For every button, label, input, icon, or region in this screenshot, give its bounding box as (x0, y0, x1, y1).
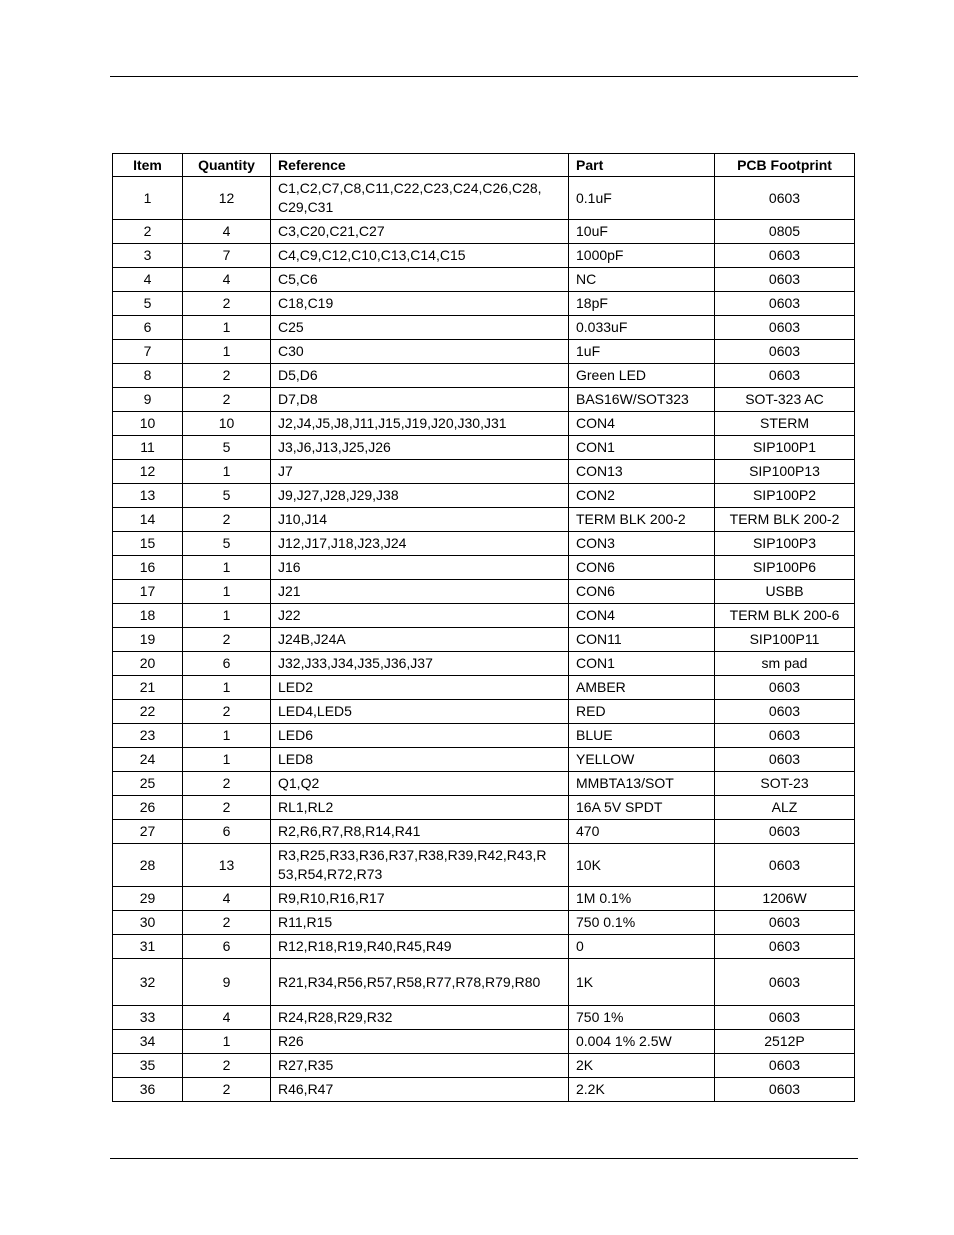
cell-quantity: 5 (183, 484, 271, 508)
cell-part: 750 0.1% (569, 911, 715, 935)
cell-part: CON1 (569, 652, 715, 676)
cell-pcb-footprint: USBB (715, 580, 855, 604)
cell-pcb-footprint: 0603 (715, 935, 855, 959)
cell-quantity: 5 (183, 436, 271, 460)
table-row (113, 820, 855, 844)
cell-quantity: 1 (183, 724, 271, 748)
table-row (113, 316, 855, 340)
cell-part: 18pF (569, 292, 715, 316)
cell-part: BLUE (569, 724, 715, 748)
cell-quantity: 12 (183, 177, 271, 220)
cell-item: 15 (113, 532, 183, 556)
cell-part: CON3 (569, 532, 715, 556)
cell-part: CON2 (569, 484, 715, 508)
cell-item: 27 (113, 820, 183, 844)
cell-part: MMBTA13/SOT (569, 772, 715, 796)
table-row (113, 796, 855, 820)
cell-item: 12 (113, 460, 183, 484)
cell-quantity: 2 (183, 292, 271, 316)
cell-item: 35 (113, 1054, 183, 1078)
cell-part: Green LED (569, 364, 715, 388)
cell-part: NC (569, 268, 715, 292)
cell-item: 10 (113, 412, 183, 436)
cell-part: BAS16W/SOT323 (569, 388, 715, 412)
cell-item: 26 (113, 796, 183, 820)
cell-item: 21 (113, 676, 183, 700)
cell-quantity: 1 (183, 676, 271, 700)
cell-pcb-footprint: SOT-323 AC (715, 388, 855, 412)
cell-pcb-footprint: 0603 (715, 340, 855, 364)
cell-part: TERM BLK 200-2 (569, 508, 715, 532)
table-row (113, 508, 855, 532)
table-row (113, 652, 855, 676)
table-row (113, 1030, 855, 1054)
cell-item: 14 (113, 508, 183, 532)
cell-pcb-footprint: 0603 (715, 268, 855, 292)
cell-item: 18 (113, 604, 183, 628)
cell-reference: R2,R6,R7,R8,R14,R41 (271, 820, 569, 844)
cell-quantity: 1 (183, 556, 271, 580)
cell-reference: R46,R47 (271, 1078, 569, 1102)
cell-quantity: 1 (183, 604, 271, 628)
cell-pcb-footprint: 1206W (715, 887, 855, 911)
cell-reference: J2,J4,J5,J8,J11,J15,J19,J20,J30,J31 (271, 412, 569, 436)
cell-part: YELLOW (569, 748, 715, 772)
cell-item: 34 (113, 1030, 183, 1054)
cell-part: 10uF (569, 220, 715, 244)
cell-reference: LED6 (271, 724, 569, 748)
cell-pcb-footprint: 0603 (715, 820, 855, 844)
cell-reference: J7 (271, 460, 569, 484)
cell-reference: D5,D6 (271, 364, 569, 388)
cell-pcb-footprint: ALZ (715, 796, 855, 820)
cell-part: 0.004 1% 2.5W (569, 1030, 715, 1054)
cell-part: RED (569, 700, 715, 724)
cell-part: 0.033uF (569, 316, 715, 340)
cell-part: CON6 (569, 556, 715, 580)
cell-pcb-footprint: SIP100P2 (715, 484, 855, 508)
table-row (113, 772, 855, 796)
cell-item: 19 (113, 628, 183, 652)
table-row (113, 935, 855, 959)
table-row (113, 364, 855, 388)
cell-item: 28 (113, 844, 183, 887)
cell-reference: C3,C20,C21,C27 (271, 220, 569, 244)
cell-part: AMBER (569, 676, 715, 700)
cell-item: 22 (113, 700, 183, 724)
cell-pcb-footprint: 0603 (715, 244, 855, 268)
cell-reference: C30 (271, 340, 569, 364)
cell-reference: LED8 (271, 748, 569, 772)
footer-rule (110, 1158, 858, 1159)
cell-item: 6 (113, 316, 183, 340)
cell-pcb-footprint: TERM BLK 200-6 (715, 604, 855, 628)
table-row (113, 532, 855, 556)
table-row (113, 388, 855, 412)
cell-item: 17 (113, 580, 183, 604)
cell-quantity: 2 (183, 1078, 271, 1102)
cell-quantity: 10 (183, 412, 271, 436)
table-row (113, 436, 855, 460)
cell-reference: R12,R18,R19,R40,R45,R49 (271, 935, 569, 959)
cell-part: 750 1% (569, 1006, 715, 1030)
cell-quantity: 4 (183, 268, 271, 292)
cell-quantity: 5 (183, 532, 271, 556)
cell-item: 13 (113, 484, 183, 508)
cell-reference: J12,J17,J18,J23,J24 (271, 532, 569, 556)
cell-reference: R3,R25,R33,R36,R37,R38,R39,R42,R43,R 53,R54,R72,R73 (271, 844, 569, 887)
cell-pcb-footprint: SIP100P3 (715, 532, 855, 556)
cell-reference: J24B,J24A (271, 628, 569, 652)
cell-part: CON4 (569, 604, 715, 628)
cell-item: 30 (113, 911, 183, 935)
cell-item: 36 (113, 1078, 183, 1102)
cell-reference: R11,R15 (271, 911, 569, 935)
cell-pcb-footprint: SIP100P6 (715, 556, 855, 580)
cell-part: CON1 (569, 436, 715, 460)
cell-quantity: 1 (183, 580, 271, 604)
cell-reference: C1,C2,C7,C8,C11,C22,C23,C24,C26,C28, C29,C31 (271, 177, 569, 220)
table-row (113, 1054, 855, 1078)
cell-pcb-footprint: 0603 (715, 959, 855, 1006)
cell-pcb-footprint: 0603 (715, 911, 855, 935)
cell-item: 2 (113, 220, 183, 244)
table-row (113, 604, 855, 628)
cell-reference: R26 (271, 1030, 569, 1054)
header-part: Part (569, 154, 715, 177)
cell-reference: LED2 (271, 676, 569, 700)
cell-item: 5 (113, 292, 183, 316)
cell-pcb-footprint: 0603 (715, 292, 855, 316)
cell-quantity: 4 (183, 887, 271, 911)
cell-part: 2.2K (569, 1078, 715, 1102)
cell-reference: J10,J14 (271, 508, 569, 532)
cell-part: 0 (569, 935, 715, 959)
cell-pcb-footprint: 0603 (715, 844, 855, 887)
table-row (113, 244, 855, 268)
cell-reference: Q1,Q2 (271, 772, 569, 796)
table-row (113, 887, 855, 911)
cell-reference: D7,D8 (271, 388, 569, 412)
cell-quantity: 6 (183, 652, 271, 676)
cell-item: 16 (113, 556, 183, 580)
table-row (113, 412, 855, 436)
cell-part: CON6 (569, 580, 715, 604)
cell-pcb-footprint: 0603 (715, 177, 855, 220)
cell-quantity: 2 (183, 700, 271, 724)
cell-pcb-footprint: 0603 (715, 676, 855, 700)
cell-reference: LED4,LED5 (271, 700, 569, 724)
table-row (113, 628, 855, 652)
cell-part: 0.1uF (569, 177, 715, 220)
header-item: Item (113, 154, 183, 177)
cell-item: 3 (113, 244, 183, 268)
cell-part: 470 (569, 820, 715, 844)
cell-pcb-footprint: 0603 (715, 748, 855, 772)
cell-quantity: 2 (183, 508, 271, 532)
header-quantity: Quantity (183, 154, 271, 177)
table-header-row (113, 154, 855, 177)
header-reference: Reference (271, 154, 569, 177)
cell-reference: R24,R28,R29,R32 (271, 1006, 569, 1030)
cell-part: 16A 5V SPDT (569, 796, 715, 820)
table-row (113, 556, 855, 580)
cell-item: 24 (113, 748, 183, 772)
cell-reference: J32,J33,J34,J35,J36,J37 (271, 652, 569, 676)
cell-reference: C18,C19 (271, 292, 569, 316)
table-row (113, 1006, 855, 1030)
cell-reference: RL1,RL2 (271, 796, 569, 820)
cell-pcb-footprint: SOT-23 (715, 772, 855, 796)
table-row (113, 292, 855, 316)
cell-quantity: 2 (183, 1054, 271, 1078)
cell-part: 2K (569, 1054, 715, 1078)
table-row (113, 911, 855, 935)
table-row (113, 1078, 855, 1102)
table-row (113, 724, 855, 748)
table-row (113, 844, 855, 887)
table-row (113, 268, 855, 292)
table-row (113, 460, 855, 484)
cell-quantity: 2 (183, 628, 271, 652)
cell-quantity: 2 (183, 772, 271, 796)
bom-table (112, 153, 855, 1102)
cell-pcb-footprint: 0603 (715, 700, 855, 724)
cell-pcb-footprint: TERM BLK 200-2 (715, 508, 855, 532)
bom-table-body (113, 177, 855, 1102)
cell-item: 11 (113, 436, 183, 460)
cell-item: 4 (113, 268, 183, 292)
cell-quantity: 2 (183, 911, 271, 935)
table-row (113, 340, 855, 364)
cell-quantity: 1 (183, 316, 271, 340)
cell-quantity: 2 (183, 796, 271, 820)
cell-pcb-footprint: 0603 (715, 1054, 855, 1078)
cell-part: CON11 (569, 628, 715, 652)
cell-pcb-footprint: 0603 (715, 1078, 855, 1102)
cell-item: 20 (113, 652, 183, 676)
cell-reference: R27,R35 (271, 1054, 569, 1078)
cell-quantity: 4 (183, 1006, 271, 1030)
cell-pcb-footprint: STERM (715, 412, 855, 436)
cell-pcb-footprint: SIP100P13 (715, 460, 855, 484)
cell-pcb-footprint: 0603 (715, 724, 855, 748)
cell-reference: J16 (271, 556, 569, 580)
cell-pcb-footprint: 2512P (715, 1030, 855, 1054)
cell-quantity: 1 (183, 460, 271, 484)
header-pcb-footprint: PCB Footprint (715, 154, 855, 177)
cell-reference: C4,C9,C12,C10,C13,C14,C15 (271, 244, 569, 268)
cell-pcb-footprint: SIP100P1 (715, 436, 855, 460)
header-rule (110, 76, 858, 77)
cell-item: 23 (113, 724, 183, 748)
cell-quantity: 2 (183, 364, 271, 388)
cell-item: 9 (113, 388, 183, 412)
cell-reference: C25 (271, 316, 569, 340)
cell-reference: C5,C6 (271, 268, 569, 292)
cell-reference: R21,R34,R56,R57,R58,R77,R78,R79,R80 (271, 959, 569, 1006)
cell-part: 1uF (569, 340, 715, 364)
cell-reference: R9,R10,R16,R17 (271, 887, 569, 911)
table-row (113, 177, 855, 220)
table-row (113, 220, 855, 244)
cell-item: 8 (113, 364, 183, 388)
cell-item: 1 (113, 177, 183, 220)
cell-part: CON4 (569, 412, 715, 436)
table-row (113, 580, 855, 604)
cell-pcb-footprint: sm pad (715, 652, 855, 676)
cell-item: 33 (113, 1006, 183, 1030)
cell-item: 32 (113, 959, 183, 1006)
cell-part: 1M 0.1% (569, 887, 715, 911)
cell-quantity: 7 (183, 244, 271, 268)
cell-part: 1000pF (569, 244, 715, 268)
cell-pcb-footprint: 0603 (715, 316, 855, 340)
cell-quantity: 1 (183, 1030, 271, 1054)
table-row (113, 700, 855, 724)
cell-pcb-footprint: 0603 (715, 364, 855, 388)
table-row (113, 484, 855, 508)
cell-item: 29 (113, 887, 183, 911)
cell-quantity: 9 (183, 959, 271, 1006)
cell-reference: J9,J27,J28,J29,J38 (271, 484, 569, 508)
cell-quantity: 6 (183, 935, 271, 959)
cell-quantity: 4 (183, 220, 271, 244)
cell-item: 25 (113, 772, 183, 796)
table-row (113, 748, 855, 772)
cell-quantity: 2 (183, 388, 271, 412)
cell-part: 10K (569, 844, 715, 887)
cell-pcb-footprint: SIP100P11 (715, 628, 855, 652)
cell-pcb-footprint: 0603 (715, 1006, 855, 1030)
cell-reference: J21 (271, 580, 569, 604)
cell-item: 31 (113, 935, 183, 959)
cell-item: 7 (113, 340, 183, 364)
cell-quantity: 1 (183, 340, 271, 364)
cell-reference: J22 (271, 604, 569, 628)
cell-pcb-footprint: 0805 (715, 220, 855, 244)
cell-part: CON13 (569, 460, 715, 484)
cell-quantity: 1 (183, 748, 271, 772)
cell-reference: J3,J6,J13,J25,J26 (271, 436, 569, 460)
table-row (113, 959, 855, 1006)
cell-part: 1K (569, 959, 715, 1006)
cell-quantity: 13 (183, 844, 271, 887)
cell-quantity: 6 (183, 820, 271, 844)
table-row (113, 676, 855, 700)
